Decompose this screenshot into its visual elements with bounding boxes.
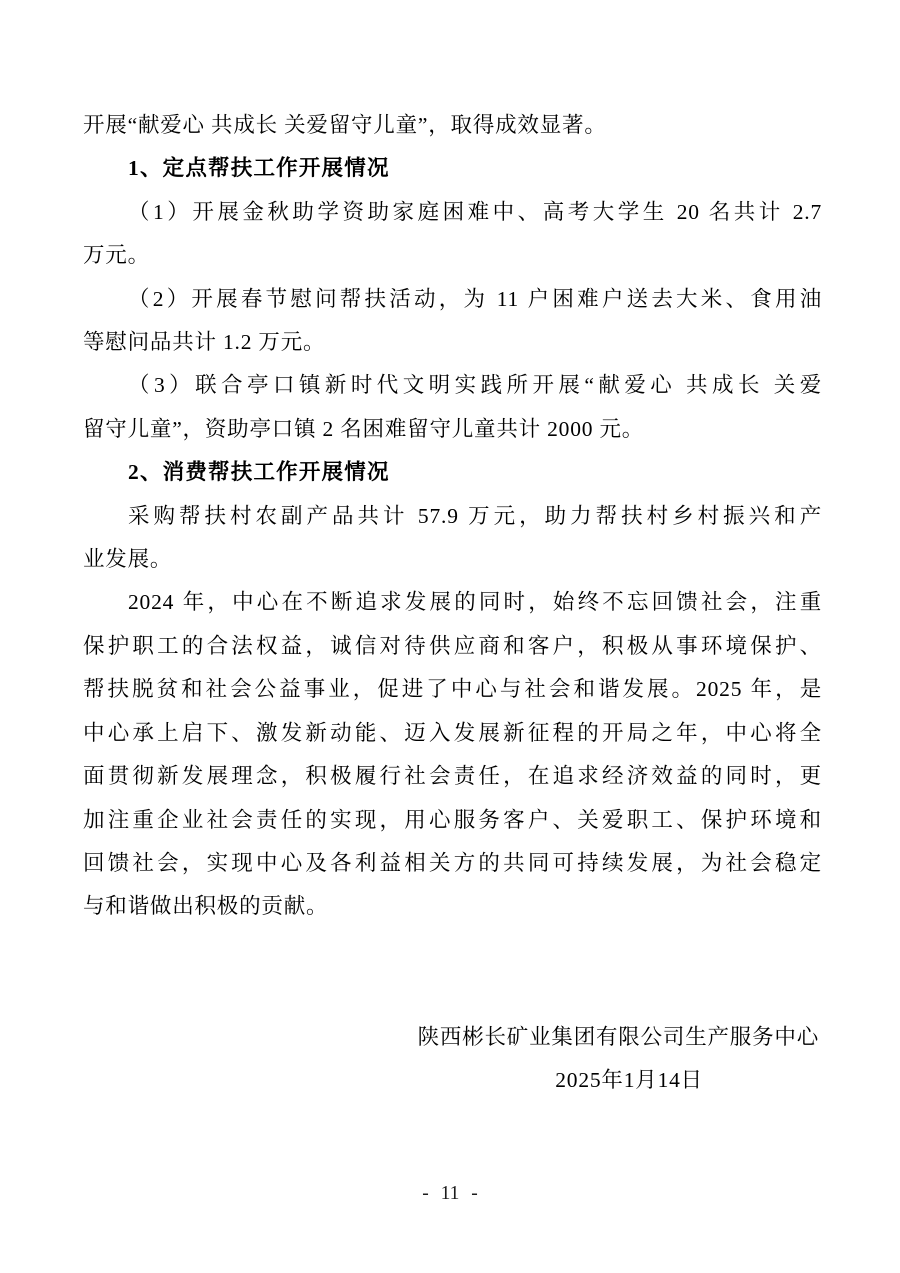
body-line: 等慰问品共计 1.2 万元。 <box>83 330 326 355</box>
body-line: 加注重企业社会责任的实现，用心服务客户、关爱职工、保护环境和 <box>83 807 822 832</box>
section-heading-2: 2、消费帮扶工作开展情况 <box>128 460 390 485</box>
signature-block <box>83 1016 822 1103</box>
body-line: 留守儿童”，资助亭口镇 2 名困难留守儿童共计 2000 元。 <box>83 416 645 441</box>
body-line: 帮扶脱贫和社会公益事业，促进了中心与社会和谐发展。2025 年，是 <box>83 677 822 702</box>
body-text <box>83 104 822 1103</box>
body-line: 业发展。 <box>83 547 173 572</box>
body-line: 中心承上启下、激发新动能、迈入发展新征程的开局之年，中心将全 <box>83 720 822 745</box>
body-line: 采购帮扶村农副产品共计 57.9 万元，助力帮扶村乡村振兴和产 <box>128 503 822 528</box>
body-line: 回馈社会，实现中心及各利益相关方的共同可持续发展，为社会稳定 <box>83 850 822 875</box>
body-line: 保护职工的合法权益，诚信对待供应商和客户，积极从事环境保护、 <box>83 633 822 658</box>
page-number: - 11 - <box>422 1183 478 1204</box>
body-line: 万元。 <box>83 243 150 268</box>
body-line: （3）联合亭口镇新时代文明实践所开展“献爱心 共成长 关爱 <box>128 373 822 398</box>
body-line: （1）开展金秋助学资助家庭困难中、高考大学生 20 名共计 2.7 <box>128 199 822 224</box>
body-line: 2024 年，中心在不断追求发展的同时，始终不忘回馈社会，注重 <box>128 590 822 615</box>
section-heading-1: 1、定点帮扶工作开展情况 <box>128 156 390 181</box>
date-line: 2025年1月14日 <box>555 1068 703 1093</box>
body-line: 与和谐做出积极的贡献。 <box>83 894 329 919</box>
body-line: 开展“献爱心 共成长 关爱留守儿童”，取得成效显著。 <box>83 113 607 137</box>
signature-line: 陕西彬长矿业集团有限公司生产服务中心 <box>417 1024 819 1049</box>
body-line: （2）开展春节慰问帮扶活动，为 11 户困难户送去大米、食用油 <box>128 286 822 311</box>
body-line: 面贯彻新发展理念，积极履行社会责任，在追求经济效益的同时，更 <box>83 764 822 789</box>
